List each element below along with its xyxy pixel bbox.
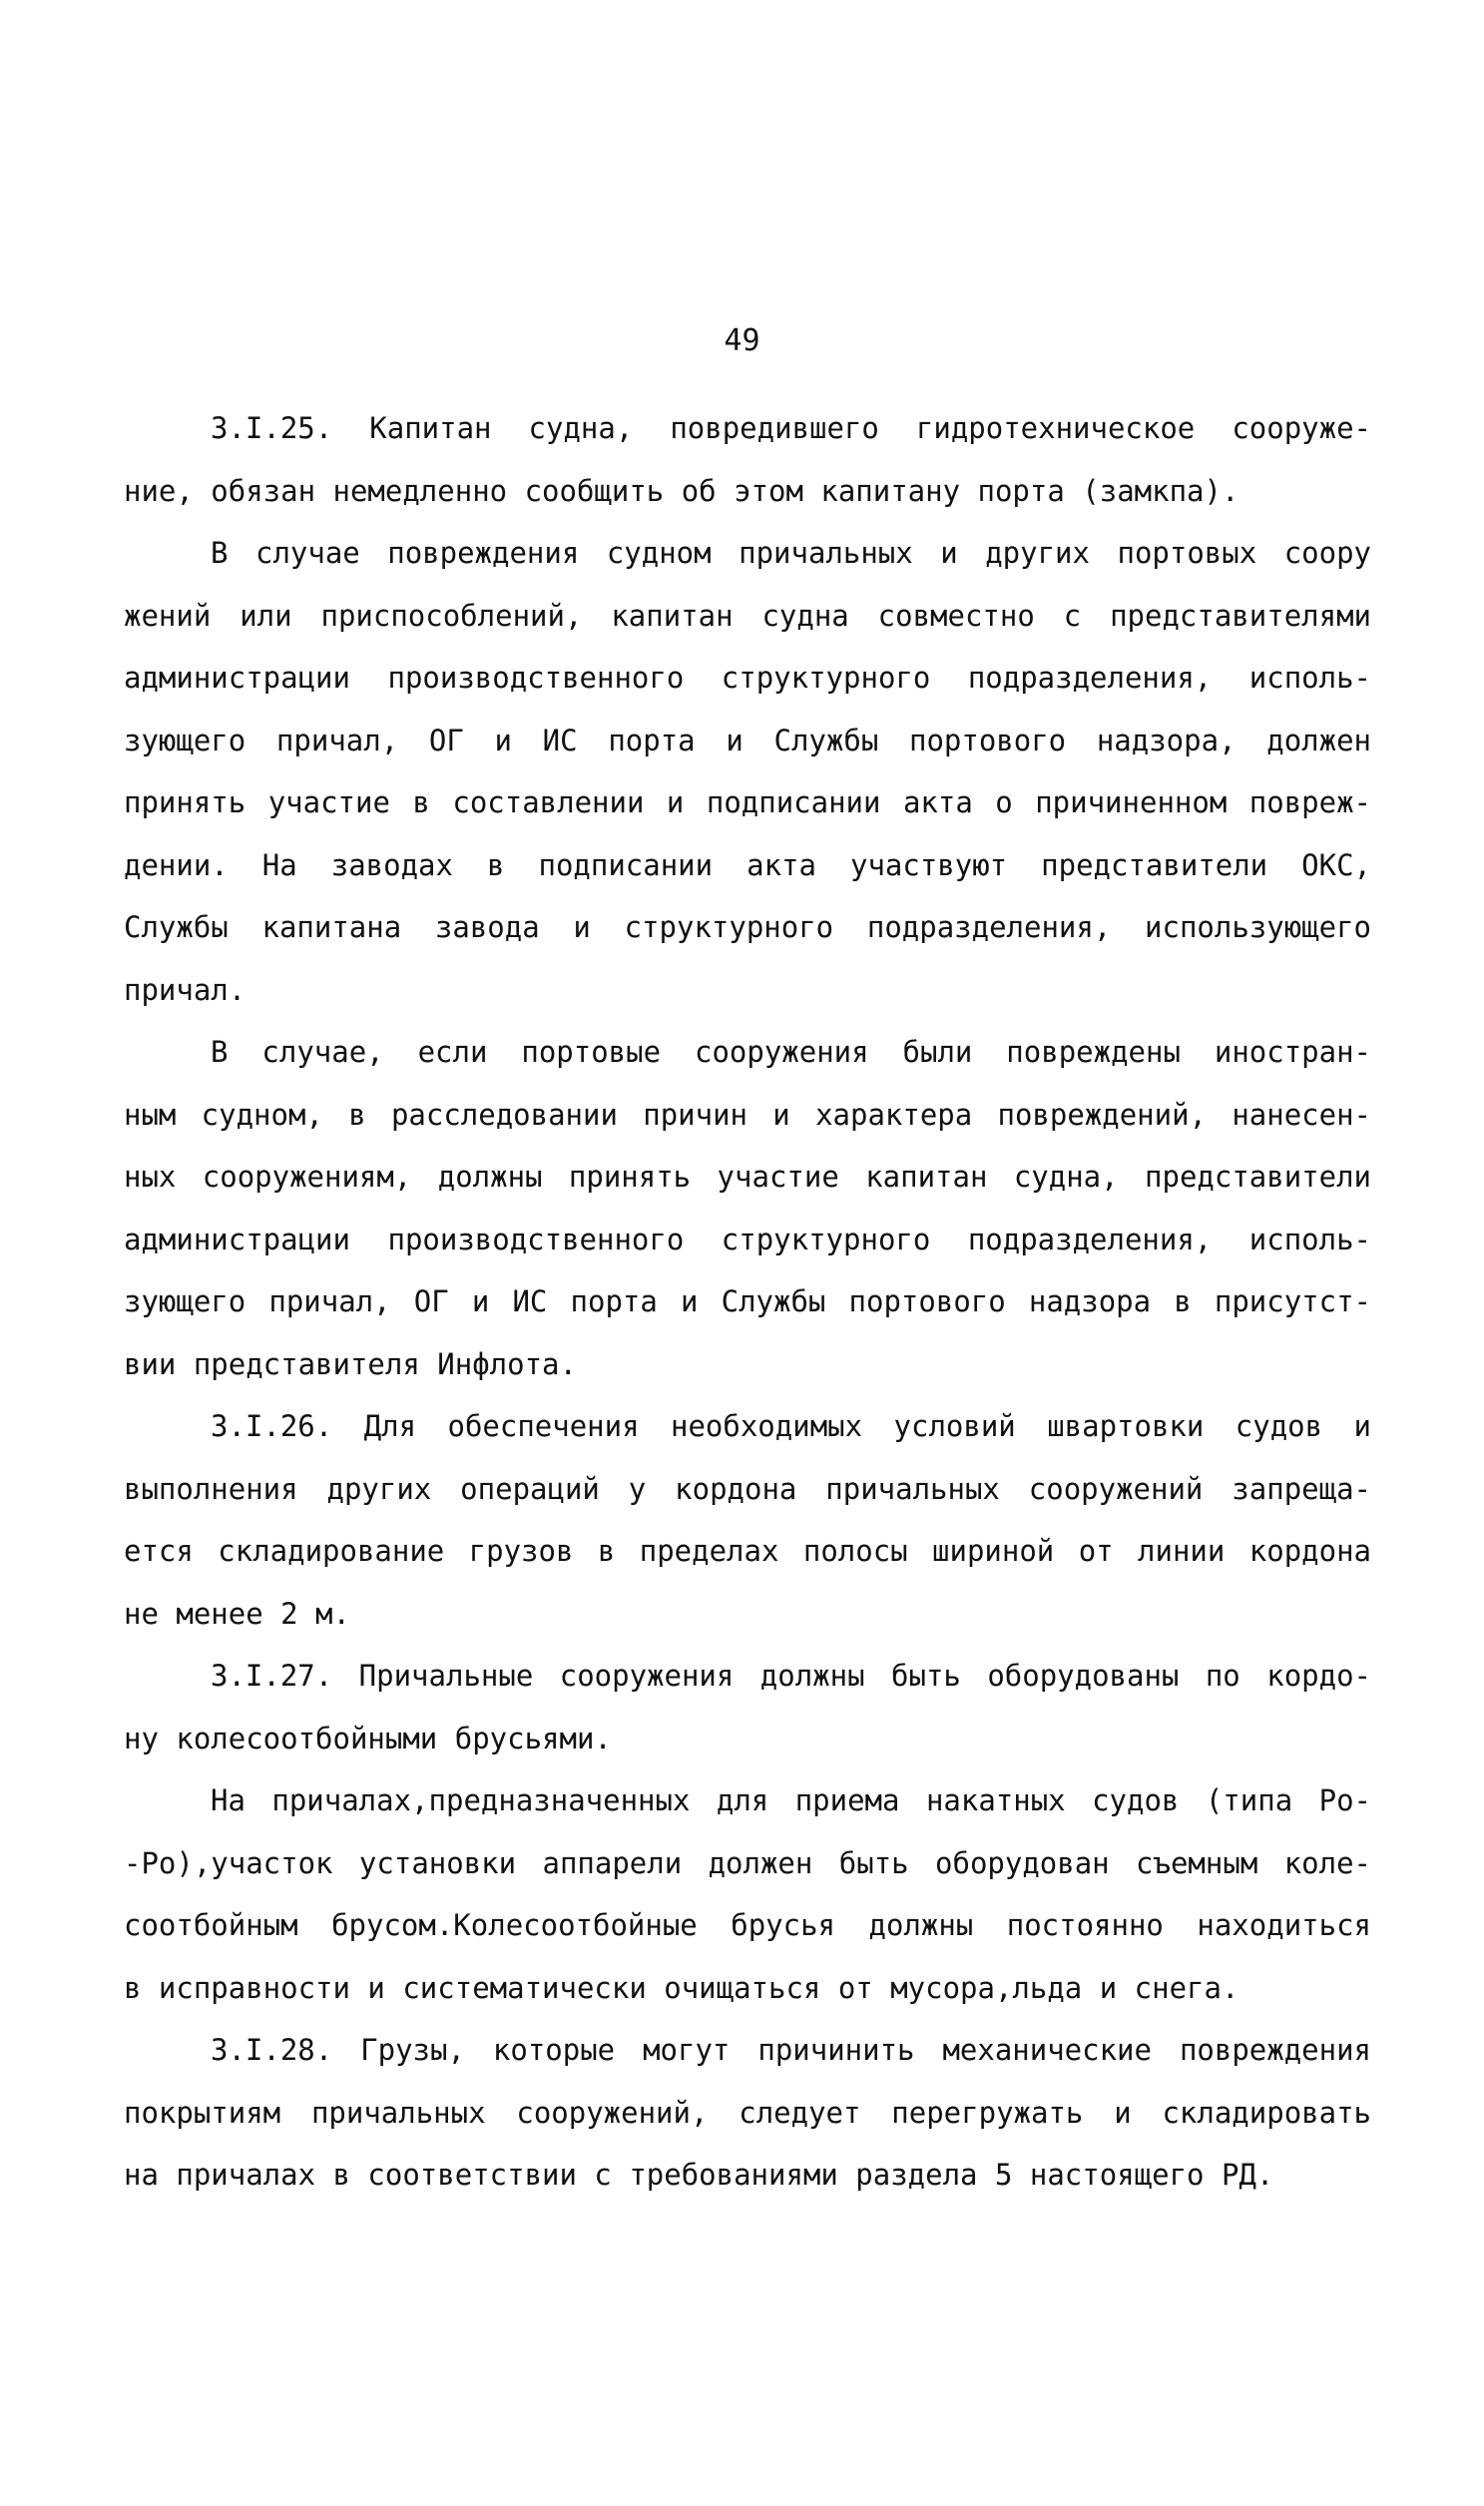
page-number: 49 bbox=[724, 323, 760, 358]
text-line: 3.I.27. Причальные сооружения должны быть оборудованы по кордо- bbox=[211, 1659, 1371, 1693]
text-line: 3.I.28. Грузы, которые могут причинить механические повреждения bbox=[211, 2033, 1371, 2067]
text-line: ние, обязан немедленно сообщить об этом капитану порта (замкпа). bbox=[124, 473, 1239, 508]
text-line: ну колесоотбойными брусьями. bbox=[124, 1721, 612, 1755]
text-line: ется складирование грузов в пределах полосы шириной от линии кордона bbox=[124, 1534, 1371, 1568]
text-line: На причалах,предназначенных для приема накатных судов (типа Ро- bbox=[211, 1783, 1371, 1817]
text-line: зующего причал, ОГ и ИС порта и Службы портового надзора, должен bbox=[124, 723, 1371, 757]
text-line: -Ро),участок установки аппарели должен быть оборудован съемным коле- bbox=[124, 1845, 1371, 1880]
text-line: дении. На заводах в подписании акта участвуют представители ОКС, bbox=[124, 847, 1371, 882]
text-line: жений или приспособлений, капитан судна совместно с представителями bbox=[124, 598, 1371, 633]
text-line: ных сооружениям, должны принять участие капитан судна, представители bbox=[124, 1160, 1371, 1194]
text-line: не менее 2 м. bbox=[124, 1596, 350, 1631]
text-line: 3.I.25. Капитан судна, повредившего гидротехническое сооруже- bbox=[211, 411, 1371, 445]
text-line: В случае повреждения судном причальных и других портовых соору bbox=[211, 536, 1371, 570]
text-line: ным судном, в расследовании причин и характера повреждений, нанесен- bbox=[124, 1097, 1371, 1132]
text-line: покрытиям причальных сооружений, следует перегружать и складировать bbox=[124, 2095, 1371, 2130]
text-line: выполнения других операций у кордона причальных сооружений запреща- bbox=[124, 1471, 1371, 1506]
text-line: администрации производственного структурного подразделения, исполь- bbox=[124, 1222, 1371, 1256]
text-line: причал. bbox=[124, 972, 247, 1007]
text-line: вии представителя Инфлота. bbox=[124, 1346, 577, 1381]
text-line: В случае, если портовые сооружения были повреждены иностран- bbox=[211, 1035, 1371, 1069]
text-line: принять участие в составлении и подписании акта о причиненном повреж- bbox=[124, 785, 1371, 819]
text-line: зующего причал, ОГ и ИС порта и Службы портового надзора в присутст- bbox=[124, 1284, 1371, 1318]
text-line: на причалах в соответствии с требованиями раздела 5 настоящего РД. bbox=[124, 2158, 1274, 2192]
text-line: Службы капитана завода и структурного подразделения, использующего bbox=[124, 910, 1371, 944]
document-body bbox=[124, 397, 1371, 2207]
text-line: в исправности и систематически очищаться от мусора,льда и снега. bbox=[124, 1970, 1239, 2005]
text-line: 3.I.26. Для обеспечения необходимых условий швартовки судов и bbox=[211, 1409, 1371, 1443]
text-line: соотбойным брусом.Колесоотбойные брусья должны постоянно находиться bbox=[124, 1908, 1371, 1942]
text-line: администрации производственного структурного подразделения, исполь- bbox=[124, 661, 1371, 695]
